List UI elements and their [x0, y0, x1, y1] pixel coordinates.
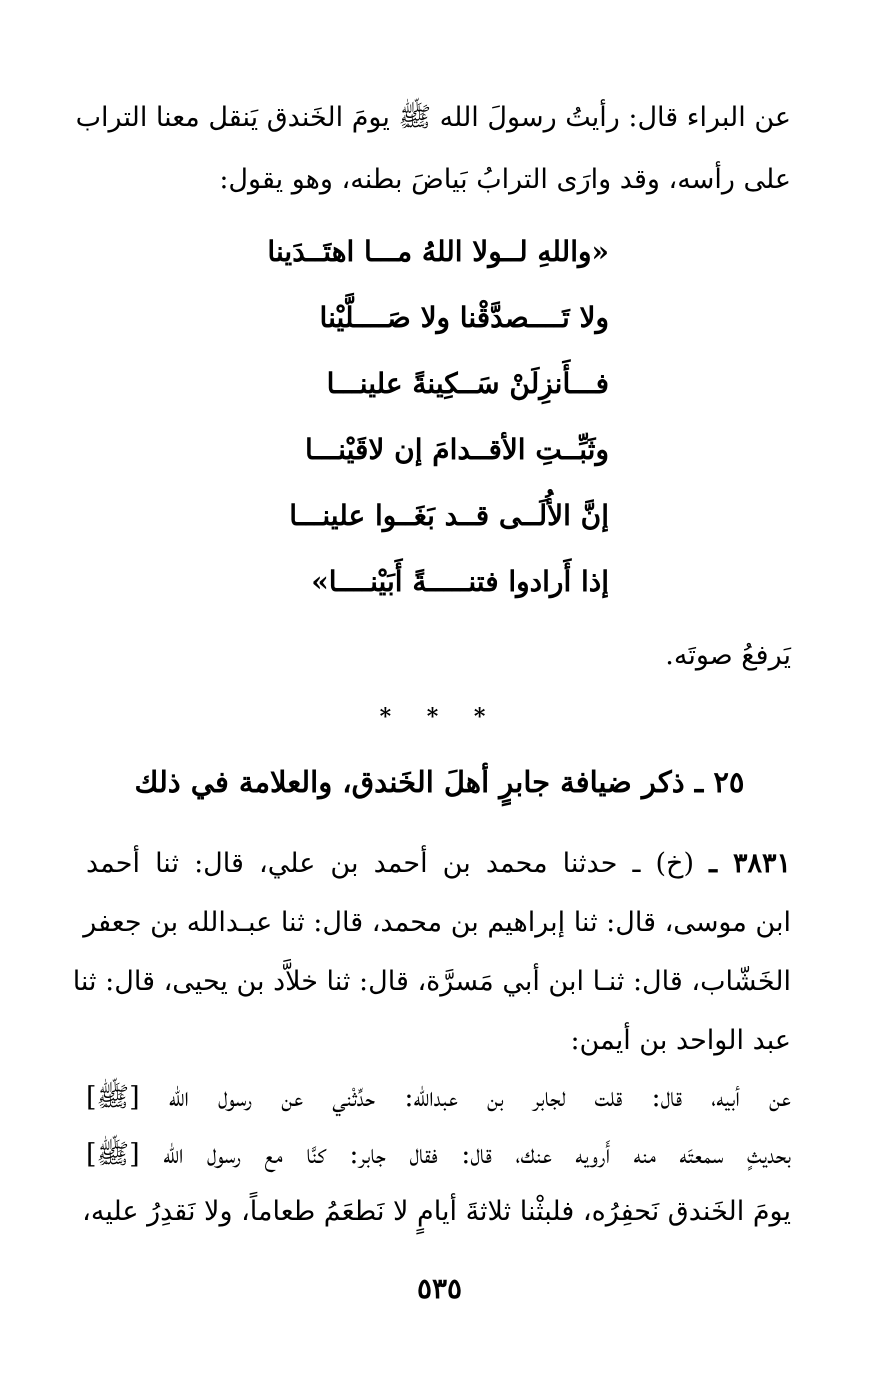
- paragraph-line: عن أبيه، قال: قلت لجابر بن عبدالله: حدِّثْني عن رسول الله [ﷺ]: [86, 1082, 791, 1113]
- paragraph-line: يومَ الخَندق نَحفِرُه، فلبثْنا ثلاثةَ أيامٍ لا نَطعَمُ طعاماً، ولا نَقدِرُ عليه،: [82, 1196, 791, 1227]
- poem-verse: «واللهِ لــولا اللهُ مـــا اهتَــدَينا: [267, 235, 609, 268]
- paragraph-line: الخَشّاب، قال: ثنـا ابن أبي مَسرَّة، قال: ثنا خلاَّد بن يحيى، قال: ثنا: [72, 966, 791, 997]
- paragraph-line: عبد الواحد بن أيمن:: [570, 1025, 791, 1056]
- hadith-number: ٣٨٣١ ـ: [709, 848, 791, 879]
- poem-verse: وثَبِّــتِ الأقــدامَ إن لاقَيْنـــا: [305, 433, 609, 466]
- page-number: ٥٣٥: [416, 1272, 463, 1305]
- poem-verse: إذا أَرادوا فتنـــــةً أَبَيْنــــا»: [311, 565, 609, 598]
- paragraph-line: ابن موسى، قال: ثنا إبراهيم بن محمد، قال: ثنا عبـدالله بن جعفر: [83, 907, 791, 938]
- paragraph-line: بحديثٍ سمعتَه منه أَرويه عنك، قال: فقال جابر: كنَّا مع رسول الله [ﷺ]: [86, 1139, 791, 1170]
- paragraph-line-text: (خ) ـ حدثنا محمد بن أحمد بن علي، قال: ثنا أحمد: [86, 848, 695, 879]
- poem-verse: فـــأَنزِلَنْ سَــكِينةً علينـــا: [326, 367, 609, 400]
- section-heading: ٢٥ ـ ذكر ضيافة جابرٍ أهلَ الخَندق، والعلامة في ذلك: [134, 765, 745, 799]
- paragraph-line: على رأسه، وقد وارَى الترابُ بَياضَ بطنه، وهو يقول:: [219, 164, 791, 195]
- paragraph-line: عن البراء قال: رأيتُ رسولَ الله ﷺ يومَ الخَندق يَنقل معنا التراب: [75, 102, 791, 133]
- after-poem-text: يَرفعُ صوتَه.: [665, 640, 791, 671]
- paragraph-line: [86, 844, 791, 884]
- poem-verse: ولا تَــــصدَّقْنا ولا صَــــلَّيْنا: [319, 301, 609, 334]
- section-separator: * * *: [379, 704, 500, 730]
- poem-verse: إنَّ الأُلَــى قــد بَغَــوا علينـــا: [289, 499, 609, 532]
